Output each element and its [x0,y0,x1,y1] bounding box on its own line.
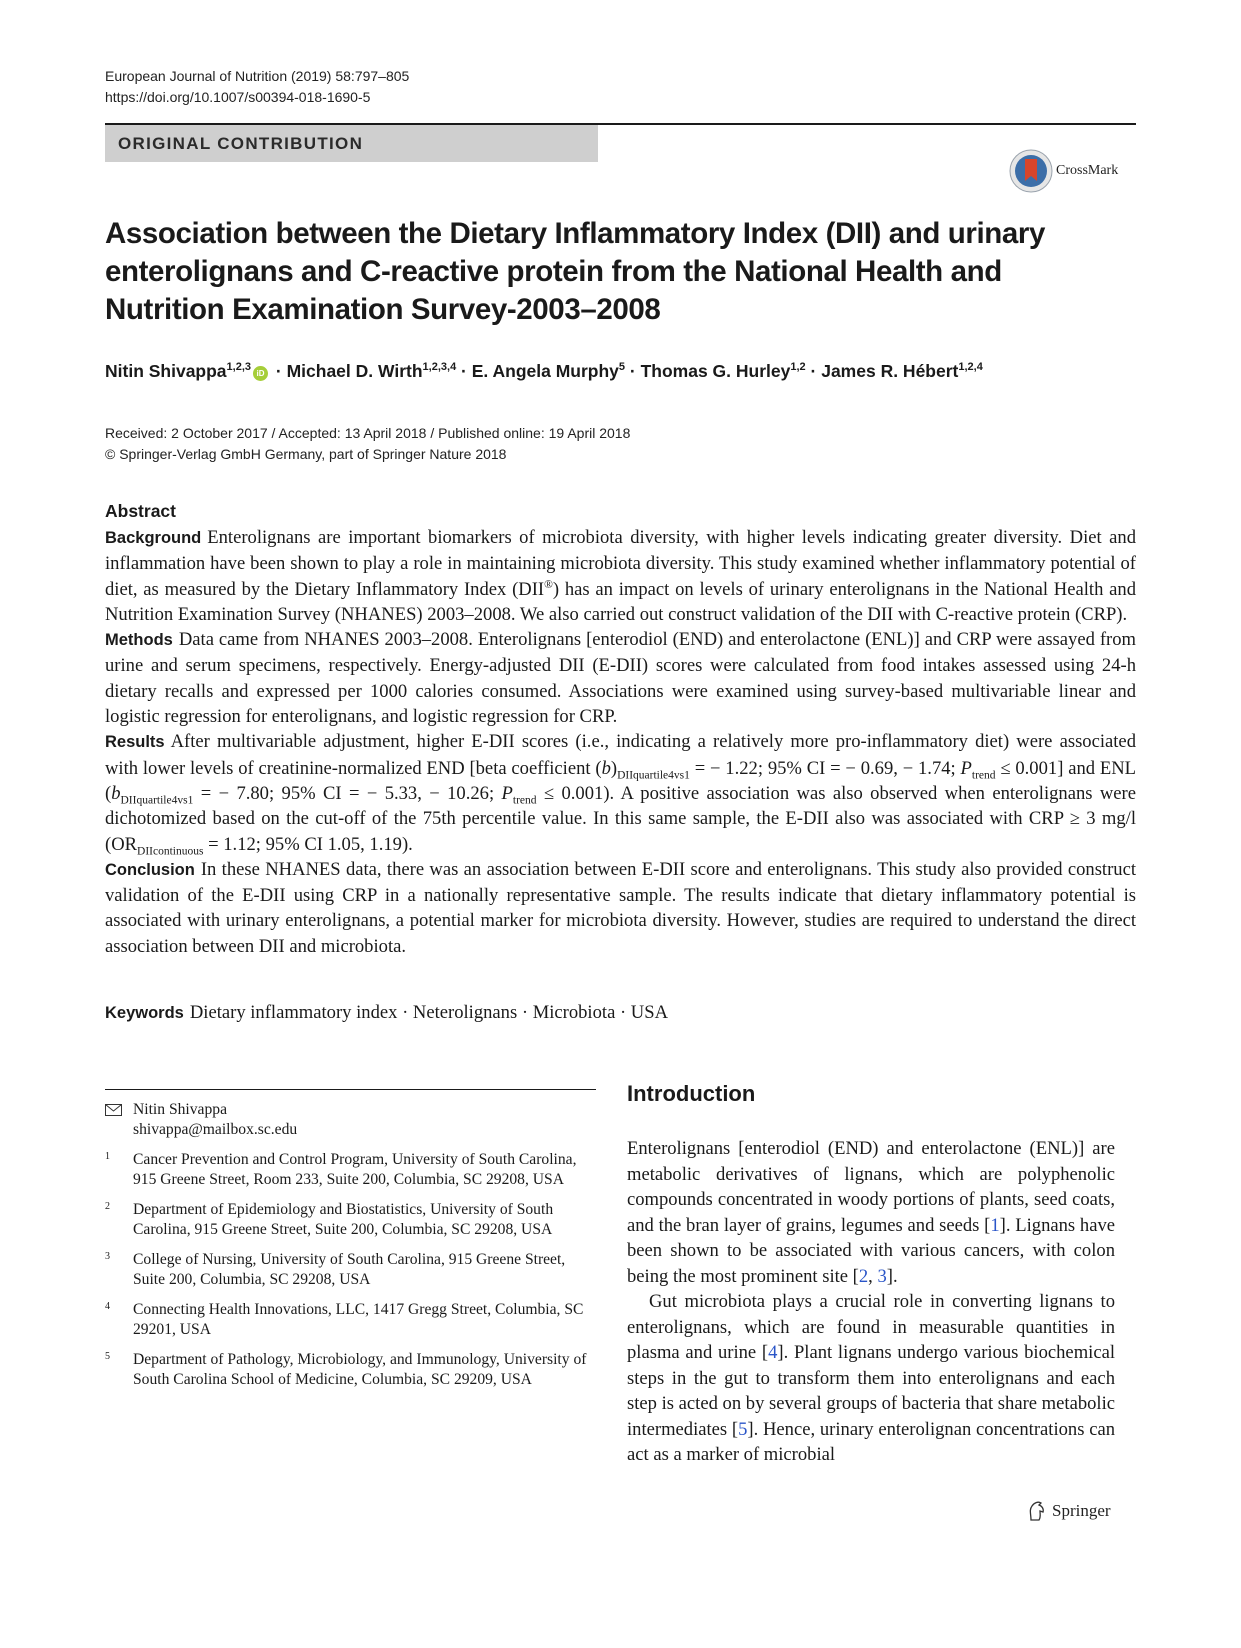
subscript: DIIquartile4vs1 [617,769,690,782]
registered-mark: ® [544,578,553,591]
affiliation [105,1150,596,1190]
affiliation-text: Department of Epidemiology and Biostatistics, University of South Carolina, 915 Greene Street, Suite 200, Columbia, SC 29208, USA [133,1201,554,1238]
springer-horse-icon [1027,1500,1047,1522]
author-name[interactable]: E. Angela Murphy [471,361,619,381]
abstract-background [105,525,1136,627]
publisher-name: Springer [1052,1501,1111,1520]
affiliation-number: 1 [105,1151,110,1162]
section-label: ORIGINAL CONTRIBUTION [118,134,364,153]
affiliation [105,1300,596,1340]
introduction-paragraph [627,1136,1115,1289]
affiliation [105,1250,596,1290]
publisher-footer [1027,1500,1111,1522]
conclusion-label: Conclusion [105,860,195,879]
paragraph-text: ]. Lignans have been shown to be associated with various cancers, with colon being the most prominent site [ [627,1214,1115,1287]
citation-link[interactable]: 3 [877,1265,887,1287]
doi-link[interactable]: https://doi.org/10.1007/s00394-018-1690-5 [105,89,371,105]
paragraph-text: ]. Plant lignans undergo various biochemical steps in the gut to transform them into enterolignans and each step is acted on by several groups of bacteria that share metabolic intermediates [ [627,1342,1115,1440]
citation-link[interactable]: 1 [990,1214,1000,1236]
affiliation [105,1200,596,1240]
history-line: Received: 2 October 2017 / Accepted: 13 April 2018 / Published online: 19 April 2018 [105,425,631,441]
introduction-body [627,1136,1115,1468]
abstract [105,500,1136,959]
conclusion-text: In these NHANES data, there was an association between E-DII score and enterolignans. This study also provided construct validation of the E-DII using CRP in a nationally representative sample. The results indicate that dietary inflammatory potential is associated with urinary enterolignans, a potential marker for microbiota diversity. However, studies are required to understand the direct association between DII and microbiota. [105,858,1136,957]
correspondence [105,1100,596,1140]
results-text: ≤ 0.001). A positive association was also observed when enterolignans were dichotomized based on the cut-off of the 75th percentile value. In this same sample, the E-DII also was associated with CRP ≥ 3 mg/l (OR [105,782,1136,855]
paragraph-text: ]. Hence, urinary enterolignan concentrations can act as a marker of microbial [627,1418,1115,1465]
envelope-icon [105,1104,122,1116]
paragraph-text: , [868,1265,878,1287]
author-name[interactable]: Nitin Shivappa [105,361,227,381]
footnotes [105,1089,596,1390]
journal-citation: European Journal of Nutrition (2019) 58:797–805 [105,68,410,84]
crossmark-icon [1009,149,1053,193]
subscript: DIIquartile4vs1 [120,794,194,807]
keywords [105,1002,668,1024]
orcid-icon[interactable]: iD [253,366,268,381]
introduction-heading: Introduction [627,1081,756,1106]
results-text: After multivariable adjustment, higher E-DII scores (i.e., indicating a relatively more pro-inflammatory diet) were associated with lower levels of creatinine-normalized END [beta coefficient ( [105,731,1136,779]
abstract-methods [105,627,1136,729]
citation-link[interactable]: 2 [858,1265,869,1287]
affiliation-text: College of Nursing, University of South Carolina, 915 Greene Street, Suite 200, Columbia, SC 29208, USA [133,1251,566,1288]
background-text-cont: ) has an impact on levels of urinary enterolignans in the National Health and Nutrition Examination Survey (NHANES) 2003–2008. We also carried out construct validation of the DII with C-reactive protein (CRP). [105,578,1136,625]
beta-symbol: b [111,782,121,804]
subscript: DIIcontinuous [137,845,204,858]
citation-link[interactable]: 4 [768,1342,778,1363]
author-name[interactable]: James R. Hébert [821,361,959,381]
subscript: trend [971,769,996,782]
results-text: = − 7.80; 95% CI = − 5.33, − 10.26; [193,782,502,804]
journal-reference [105,66,409,108]
section-banner [105,125,598,162]
results-label: Results [105,733,165,752]
citation-link[interactable]: 5 [738,1418,748,1440]
author-affiliation-marks: 1,2 [790,361,806,373]
paragraph-text: Gut microbiota plays a crucial role in converting lignans to enterolignans, which are found in measurable quantities in plasma and urine [ [627,1291,1115,1363]
abstract-conclusion [105,857,1136,959]
author-list: Nitin Shivappa$^{1,2,3}$iD · Michael D. Wirth$^{1,2,3,4}$ · E. Angela Murphy$^5$ · Thomas G. Hurley$^{1,2}$ · James R. Hébert$^{1,2,4}$ [105,361,983,381]
results-text: = 1.12; 95% CI 1.05, 1.19). [203,833,413,855]
author-affiliation-marks: 5 [618,361,626,373]
abstract-heading: Abstract [105,501,176,521]
affiliation [105,1350,596,1390]
paper-title: Association between the Dietary Inflammatory Index (DII) and urinary enterolignans and C-reactive protein from the National Health and Nutrition Examination Survey-2003–2008 [105,217,1045,326]
methods-text: Data came from NHANES 2003–2008. Enterolignans [enterodiol (END) and enterolactone (ENL)] and CRP were assayed from urine and serum specimens, respectively. Energy-adjusted DII (E-DII) scores were calculated from food intakes assessed using 24-h dietary recalls and expressed per 1000 calories consumed. Associations were examined using survey-based multivariable linear and logistic regression for enterolignans, and logistic regression for CRP. [105,629,1136,728]
affiliation-number: 2 [105,1201,110,1212]
author-affiliation-marks: 1,2,3 [226,361,252,373]
results-text: ≤ 0.001] and ENL ( [105,757,1136,804]
corresponding-author-name: Nitin Shivappa [133,1101,227,1118]
author-affiliation-marks: 1,2,3,4 [422,361,457,373]
copyright-line: © Springer-Verlag GmbH Germany, part of Springer Nature 2018 [105,446,507,462]
affiliation-text: Department of Pathology, Microbiology, and Immunology, University of South Carolina School of Medicine, Columbia, SC 29209, USA [133,1351,587,1388]
affiliation-number: 4 [105,1301,110,1312]
p-symbol: P [501,782,513,804]
results-text: = − 1.22; 95% CI = − 0.69, − 1.74; [689,757,961,779]
paragraph-text: ]. [886,1265,898,1287]
beta-symbol: b [601,757,611,779]
author-name[interactable]: Michael D. Wirth [286,361,423,381]
publication-dates [105,423,630,465]
keywords-label: Keywords [105,1004,184,1022]
author-affiliation-marks: 1,2,4 [958,361,983,373]
paragraph-text: Enterolignans [enterodiol (END) and enterolactone (ENL)] are metabolic derivatives of lignans, which are polyphenolic compounds concentrated in woody portions of plants, seed coats, and the bran layer of grains, legumes and seeds [ [627,1138,1115,1236]
affiliation-text: Connecting Health Innovations, LLC, 1417 Gregg Street, Columbia, SC 29201, USA [133,1301,584,1338]
crossmark-badge[interactable] [1009,147,1137,195]
email-link[interactable]: shivappa@mailbox.sc.edu [133,1121,298,1138]
affiliation-number: 3 [105,1251,110,1262]
author-name[interactable]: Thomas G. Hurley [640,361,791,381]
abstract-results [105,729,1136,856]
methods-label: Methods [105,631,173,650]
footnote-rule [105,1089,596,1090]
affiliation-number: 5 [105,1351,110,1362]
subscript: trend [512,794,537,807]
background-label: Background [105,529,202,547]
introduction-paragraph [627,1289,1115,1468]
crossmark-label: CrossMark [1056,163,1119,178]
results-text: ) [610,757,618,779]
p-symbol: P [960,757,972,779]
background-text: Enterolignans are important biomarkers of microbiota diversity, with higher levels indicating greater diversity. Diet and inflammation have been shown to play a role in maintaining microbiota diversity. This study examined whether inflammatory potential of diet, as measured by the Dietary Inflammatory Index (DII [105,527,1136,600]
keywords-text: Dietary inflammatory index · Neterolignans · Microbiota · USA [189,1002,669,1023]
affiliation-text: Cancer Prevention and Control Program, University of South Carolina, 915 Greene Street, Room 233, Suite 200, Columbia, SC 29208, USA [133,1151,577,1188]
